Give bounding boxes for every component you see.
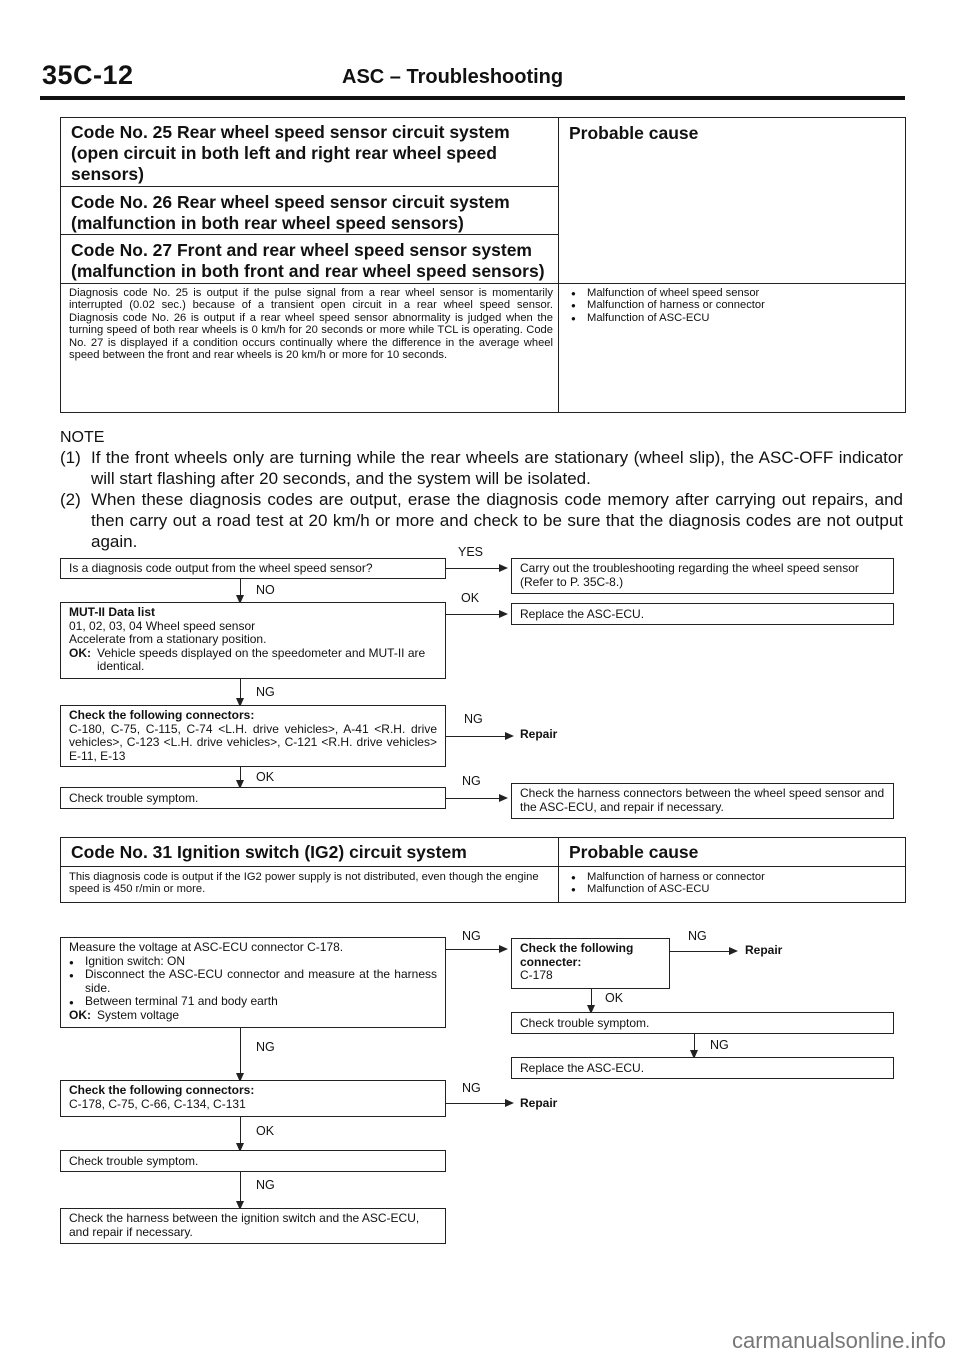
flow2-harness-box — [60, 1208, 446, 1244]
flow2-replace-box — [511, 1057, 894, 1079]
flow1-mut-title: MUT-II Data list — [69, 605, 156, 619]
flow2-ng-e-arrow — [446, 1103, 512, 1104]
flow2-ng-a-arrow — [446, 949, 506, 950]
flow1-connectors-text: C-180, C-75, C-115, C-74 <L.H. drive vehicles>, A-41 <R.H. drive vehicles>, C-123 <L.H. drive vehicles>, C-121 <R.H. drive vehicles> E-11, E-13 — [69, 721, 437, 763]
flow2-ng-d-arrow — [240, 1028, 241, 1080]
flow2-replace-text: Replace the ASC-ECU. — [520, 1061, 645, 1075]
flow2-check-connecter-code: C-178 — [520, 968, 553, 982]
flow2-trouble-b-box — [60, 1150, 446, 1172]
header-rule — [40, 96, 905, 100]
flow2-ng-c-arrow — [694, 1034, 695, 1057]
flow1-yes-label: YES — [458, 545, 484, 559]
flow2-ng-b-arrow — [670, 951, 736, 952]
flow2-trouble-a-text: Check trouble symptom. — [520, 1016, 650, 1030]
probable-cause-list-2 — [571, 871, 891, 896]
code-25-27-description: Diagnosis code No. 25 is output if the pulse signal from a rear wheel sensor is momentarily interrupted (0.02 sec.) because of a transient open circuit in a rear wheel speed sensor. Diagnosis code No. 26 is output if a rear wheel speed sensor abnormality is judged when the turning speed of both rear wheels is 0 km/h for 20 seconds or more while TCL is operating. Code No. 27 is displayed if a condition occurs continually where the difference in the average wheel speed between the front and rear wheels is 20 km/h or more for 10 seconds. — [69, 287, 553, 362]
flow1-ok2-label: OK — [256, 770, 275, 784]
flow1-question-text: Is a diagnosis code output from the wheel speed sensor? — [69, 561, 373, 575]
flow2-ok-a-label: OK — [605, 991, 624, 1005]
flow1-ok-label: OK — [461, 591, 480, 605]
flow1-replace-box — [511, 603, 894, 625]
flow1-mut-ok-label: OK: — [69, 645, 91, 660]
flow1-yes-box-text: Carry out the troubleshooting regarding the wheel speed sensor (Refer to P. 35C-8.) — [520, 561, 859, 589]
flow1-mut-line2: Accelerate from a stationary position. — [69, 632, 267, 646]
flow1-no-label: NO — [256, 583, 275, 597]
flow2-measure-box — [60, 937, 446, 1028]
flow2-ng-f-label: NG — [256, 1178, 275, 1192]
cause-item: ● Malfunction of harness or connector — [571, 871, 891, 883]
code-table-31 — [60, 837, 906, 903]
flow1-ng1-arrow — [240, 679, 241, 705]
flow1-no-arrow — [240, 579, 241, 602]
flow2-repair-b: Repair — [520, 1096, 558, 1110]
code-27-title: Code No. 27 Front and rear wheel speed sensor system (malfunction in both front and rear wheel speed sensors) — [71, 240, 545, 281]
flow1-connectors-box — [60, 705, 446, 767]
flow2-connectors-text: C-178, C-75, C-66, C-134, C-131 — [69, 1096, 246, 1111]
probable-cause-heading-2: Probable cause — [569, 842, 699, 862]
flow2-check-connecter-box — [511, 938, 670, 989]
flow1-ng3-arrow — [446, 798, 506, 799]
flow1-repair: Repair — [520, 727, 558, 741]
note-item-1-text: If the front wheels only are turning while the rear wheels are stationary (wheel slip), the ASC-OFF indicator will start flashing after 20 seconds, and the system will be isolated. — [91, 448, 903, 488]
flow1-trouble-text: Check trouble symptom. — [69, 791, 199, 805]
flow1-yes-box — [511, 558, 894, 594]
flow2-measure-ok-text: System voltage — [97, 1007, 180, 1022]
flow2-trouble-a-box — [511, 1012, 894, 1034]
flow2-ng-e-label: NG — [462, 1081, 481, 1095]
flow2-measure-bullet: ● Between terminal 71 and body earth — [69, 995, 437, 1009]
flow2-ng-b-label: NG — [688, 929, 707, 943]
flow1-yes-arrow — [446, 568, 506, 569]
flow1-question-box — [60, 558, 446, 579]
probable-cause-list — [571, 287, 891, 324]
flow2-ok-b-label: OK — [256, 1124, 275, 1138]
flow2-ng-a-label: NG — [462, 929, 481, 943]
flow1-harness-box — [511, 783, 894, 819]
note-item-2-text: When these diagnosis codes are output, erase the diagnosis code memory after carrying out repairs, and then carry out a road test at 20 km/h or more and check to be sure that the diagnosis codes are not output again. — [91, 490, 903, 551]
probable-cause-heading: Probable cause — [569, 123, 699, 143]
flow2-measure-bullet: ● Ignition switch: ON — [69, 955, 437, 969]
flow1-harness-text: Check the harness connectors between the wheel speed sensor and the ASC-ECU, and repair if necessary. — [520, 786, 885, 814]
flow2-harness-text: Check the harness between the ignition switch and the ASC-ECU, and repair if necessary. — [69, 1211, 420, 1239]
cause-item: ● Malfunction of ASC-ECU — [571, 883, 891, 895]
cause-item: ● Malfunction of wheel speed sensor — [571, 287, 891, 299]
flow1-ok2-arrow — [240, 767, 241, 787]
flow2-check-connecter-title: Check the following connecter: — [520, 941, 634, 969]
code-25-title: Code No. 25 Rear wheel speed sensor circuit system (open circuit in both left and right rear wheel speed sensors) — [71, 122, 510, 184]
note-item-2-num: (2) — [60, 490, 81, 509]
flow2-trouble-b-text: Check trouble symptom. — [69, 1154, 199, 1168]
flow2-ng-c-label: NG — [710, 1038, 729, 1052]
flow1-ok-arrow — [446, 614, 506, 615]
page-title: ASC – Troubleshooting — [342, 66, 564, 88]
code-table-25-27 — [60, 117, 906, 413]
flow2-connectors-box — [60, 1080, 446, 1117]
flow2-repair-a: Repair — [745, 943, 783, 957]
note-heading: NOTE — [60, 429, 105, 446]
code-26-title: Code No. 26 Rear wheel speed sensor circuit system (malfunction in both rear wheel speed sensors) — [71, 192, 510, 233]
cause-item: ● Malfunction of ASC-ECU — [571, 312, 891, 324]
flow2-measure-title: Measure the voltage at ASC-ECU connector C-178. — [69, 940, 344, 954]
flow1-replace-text: Replace the ASC-ECU. — [520, 607, 645, 621]
flow2-ng-d-label: NG — [256, 1040, 275, 1054]
flow2-measure-bullet: ● Disconnect the ASC-ECU connector and measure at the harness side. — [69, 968, 437, 995]
flow1-ng2-label: NG — [464, 712, 483, 726]
flow1-trouble-box — [60, 787, 446, 809]
note-item-1-num: (1) — [60, 448, 81, 467]
watermark: carmanualsonline.info — [731, 1328, 946, 1353]
flow1-ng2-arrow — [446, 736, 512, 737]
flow1-ng1-label: NG — [256, 685, 275, 699]
flow1-ng3-label: NG — [462, 774, 481, 788]
cause-item: ● Malfunction of harness or connector — [571, 299, 891, 311]
code-31-title: Code No. 31 Ignition switch (IG2) circuit system — [71, 842, 467, 862]
flow2-ng-f-arrow — [240, 1172, 241, 1208]
flow2-measure-ok-label: OK: — [69, 1007, 91, 1022]
flow1-mut-line1: 01, 02, 03, 04 Wheel speed sensor — [69, 618, 256, 633]
flow2-connectors-title: Check the following connectors: — [69, 1083, 255, 1097]
code-31-description: This diagnosis code is output if the IG2 power supply is not distributed, even though the engine speed is 450 r/min or more. — [69, 871, 539, 896]
flow2-ok-b-arrow — [240, 1117, 241, 1150]
flow2-ok-a-arrow — [591, 989, 592, 1012]
flow1-mut-ok-text: Vehicle speeds displayed on the speedometer and MUT-II are identical. — [97, 645, 426, 673]
flow1-mut-box — [60, 602, 446, 679]
page-number: 35C-12 — [42, 60, 134, 90]
flow1-connectors-title: Check the following connectors: — [69, 708, 255, 722]
